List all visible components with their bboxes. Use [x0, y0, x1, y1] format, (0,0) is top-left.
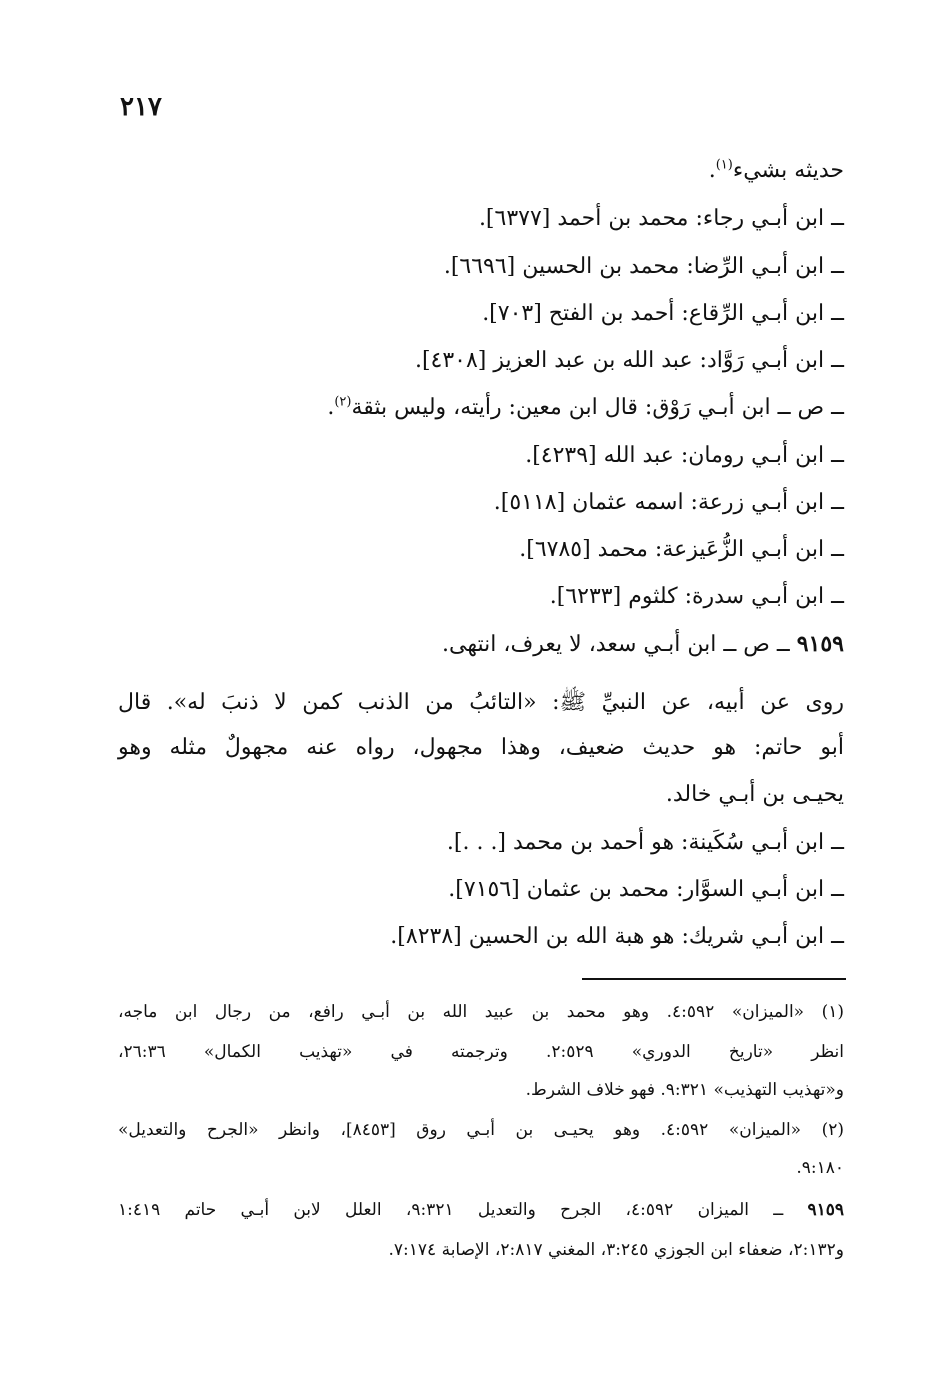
entry-ibn-abi-sawwar: ــ ابن أبـي السوَّار: محمد بن عثمان [٧١٥٦]. — [448, 877, 844, 902]
body-line-1-text: حديثه بشيء — [732, 158, 844, 183]
footnote-2-line-1: (٢) «الميزان» ٤:٥٩٢. وهو يحيـى بن أبـي روق [٨٤٥٣]، وانظر «الجرح والتعديل» — [118, 1120, 844, 1140]
footnote-3-text: ــ الميزان ٤:٥٩٢، الجرح والتعديل ٩:٣٢١، العلل لابن أبـي حاتم ١:٤١٩ — [118, 1200, 808, 1220]
body-line-1-end: . — [708, 158, 716, 183]
entry-ibn-abi-raja: ــ ابن أبـي رجاء: محمد بن أحمد [٦٣٧٧]. — [478, 206, 844, 231]
entry-9159-text: ــ ص ــ ابن أبـي سعد، لا يعرف، انتهى. — [442, 632, 797, 657]
entry-ibn-abi-sukayna: ــ ابن أبـي سُكَينة: هو أحمد بن محمد [. . .]. — [446, 830, 844, 855]
entry-ibn-abi-riqa: ــ ابن أبـي الرِّقاع: أحمد بن الفتح [٧٠٣]. — [482, 301, 844, 326]
body-line-1 — [709, 158, 844, 183]
entry-ibn-abi-rawq-text: ــ ص ــ ابن أبـي رَوْق: قال ابن معين: رأيته، وليس بثقة — [351, 395, 844, 420]
footnote-ref-2: (٢) — [334, 394, 352, 410]
footnote-1-line-2: انظر «تاريخ الدوري» ٢:٥٢٩. وترجمته في «تهذيب الكمال» ٢٦:٣٦، — [118, 1042, 844, 1062]
page-number: ٢١٧ — [120, 92, 162, 122]
footnote-3-line-2: و٢:١٣٢، ضعفاء ابن الجوزي ٣:٢٤٥، المغني ٢:٨١٧، الإصابة ٧:١٧٤. — [388, 1240, 844, 1260]
entry-ibn-abi-ruman: ــ ابن أبـي رومان: عبد الله [٤٢٣٩]. — [525, 443, 844, 468]
entry-ibn-abi-rida: ــ ابن أبـي الرِّضا: محمد بن الحسين [٦٦٩٦]. — [443, 254, 844, 279]
entry-ibn-abi-zuayzia: ــ ابن أبـي الزُّعَيزعة: محمد [٦٧٨٥]. — [519, 537, 844, 562]
entry-ibn-abi-rawwad: ــ ابن أبـي رَوَّاد: عبد الله بن عبد العزيز [٤٣٠٨]. — [414, 348, 844, 373]
paragraph-line-2: أبو حاتم: هو حديث ضعيف، وهذا مجهول، رواه عنه مجهولٌ مثله وهو — [118, 735, 844, 760]
entry-ibn-abi-zura: ــ ابن أبـي زرعة: اسمه عثمان [٥١١٨]. — [493, 490, 844, 515]
paragraph-line-3: يحيـى بن أبـي خالد. — [665, 782, 844, 807]
footnote-ref-1: (١) — [715, 157, 733, 173]
footnote-3-line-1 — [118, 1200, 844, 1220]
entry-9159 — [442, 631, 844, 657]
footnote-separator — [582, 978, 846, 980]
entry-ibn-abi-sidra: ــ ابن أبـي سدرة: كلثوم [٦٢٣٣]. — [549, 584, 844, 609]
footnote-1-line-3: و«تهذيب التهذيب» ٩:٣٢١. فهو خلاف الشرط. — [525, 1080, 844, 1100]
footnote-1-line-1: (١) «الميزان» ٤:٥٩٢. وهو محمد بن عبيد الله بن أبـي رافع، من رجال ابن ماجه، — [118, 1002, 844, 1022]
entry-ibn-abi-sharik: ــ ابن أبـي شريك: هو هبة الله بن الحسين [٨٢٣٨]. — [390, 924, 844, 949]
footnote-2-line-2: ٩:١٨٠. — [796, 1158, 844, 1178]
entry-ibn-abi-rawq-end: . — [327, 395, 335, 420]
footnote-3-number: ٩١٥٩ — [807, 1200, 845, 1220]
entry-number: ٩١٥٩ — [796, 631, 844, 657]
paragraph-line-1: روى عن أبيه، عن النبيِّ ﷺ: «التائبُ من الذنب كمن لا ذنبَ له». قال — [118, 690, 844, 715]
entry-ibn-abi-rawq — [327, 395, 844, 420]
